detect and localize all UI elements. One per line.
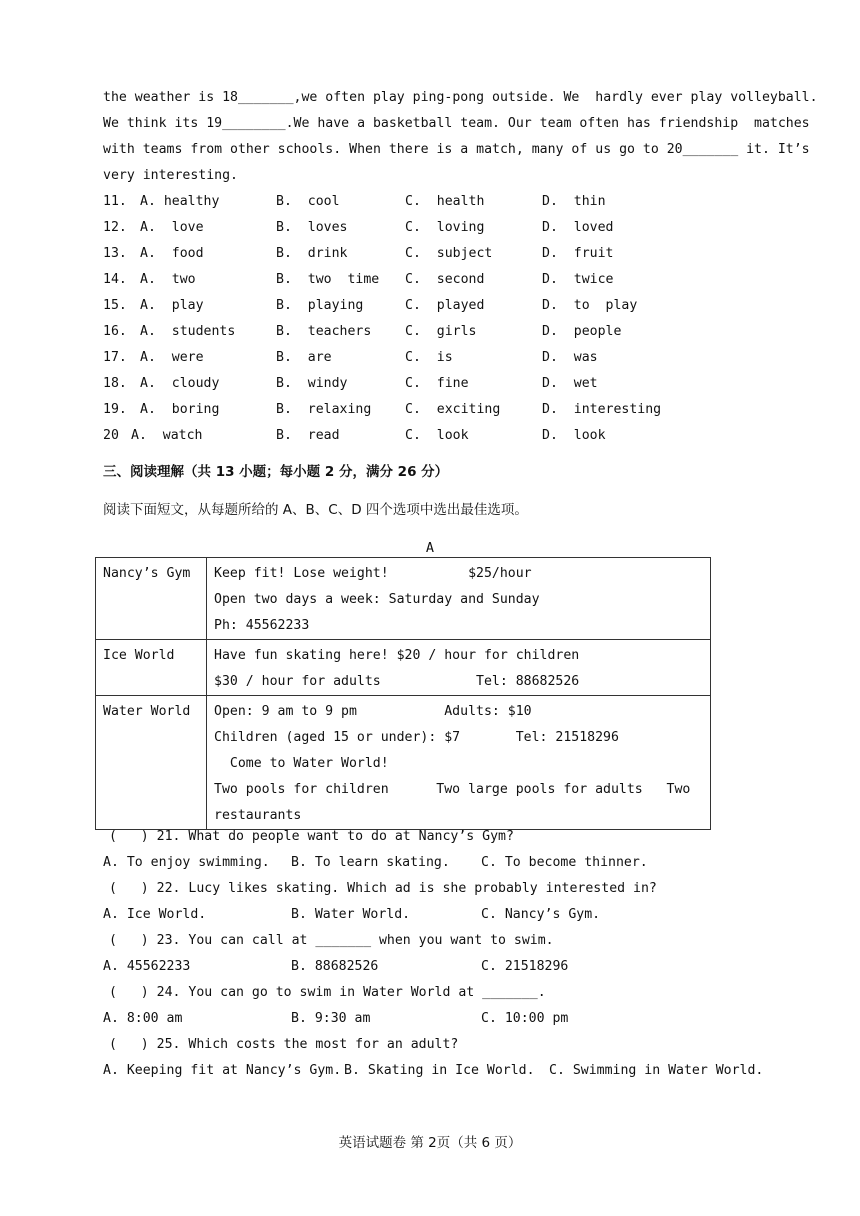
option-c: C. second <box>405 272 485 287</box>
ad-line: $30 / hour for adults Tel: 88682526 <box>214 674 580 689</box>
option-d: D. people <box>542 324 622 339</box>
question-number: 13. <box>103 246 127 261</box>
option-a: A. Ice World. <box>103 907 207 922</box>
page-footer: 英语试题卷 第 2页（共 6 页） <box>338 1135 522 1151</box>
ads-table <box>95 557 711 830</box>
option-a: A. watch <box>131 428 203 443</box>
question-number: 19. <box>103 402 127 417</box>
option-c: C. 10:00 pm <box>481 1011 569 1026</box>
option-c: C. subject <box>405 246 493 261</box>
question-number: 12. <box>103 220 127 235</box>
option-c: C. loving <box>405 220 485 235</box>
question-number: 18. <box>103 376 127 391</box>
option-b: B. To learn skating. <box>291 855 450 870</box>
option-a: A. play <box>140 298 204 313</box>
passage-line: very interesting. <box>103 168 238 183</box>
option-a: A. love <box>140 220 204 235</box>
ad-name: Water World <box>96 696 207 830</box>
option-b: B. loves <box>276 220 348 235</box>
option-a: A. boring <box>140 402 220 417</box>
answer-row-21 <box>103 854 648 872</box>
ad-line: Have fun skating here! $20 / hour for children <box>214 648 580 663</box>
option-c: C. Swimming in Water World. <box>549 1063 764 1078</box>
option-row-16 <box>103 323 622 341</box>
option-d: D. wet <box>542 376 598 391</box>
table-row <box>96 640 711 696</box>
ad-line: Two pools for children Two large pools for adults Two <box>214 782 691 797</box>
option-b: B. teachers <box>276 324 372 339</box>
option-b: B. Water World. <box>291 907 411 922</box>
ad-details <box>207 558 711 640</box>
passage-label: A <box>425 540 435 556</box>
option-b: B. read <box>276 428 340 443</box>
option-row-18 <box>103 375 598 393</box>
option-a: A. students <box>140 324 236 339</box>
option-a: A. To enjoy swimming. <box>103 855 270 870</box>
option-a: A. Keeping fit at Nancy’s Gym. <box>103 1063 342 1078</box>
option-a: A. food <box>140 246 204 261</box>
question-number: 16. <box>103 324 127 339</box>
section-heading: 三、阅读理解（共 13 小题；每小题 2 分，满分 26 分） <box>103 464 449 480</box>
option-c: C. is <box>405 350 453 365</box>
option-b: B. cool <box>276 194 340 209</box>
option-row-17 <box>103 349 598 367</box>
option-row-19 <box>103 401 662 419</box>
answer-row-23 <box>103 958 569 976</box>
ad-line: Open two days a week: Saturday and Sunday <box>214 592 540 607</box>
option-a: A. two <box>140 272 196 287</box>
section-instruction: 阅读下面短文，从每题所给的 A、B、C、D 四个选项中选出最佳选项。 <box>103 502 528 518</box>
question-number: 17. <box>103 350 127 365</box>
passage-line: the weather is 18_______,we often play ping-pong outside. We hardly ever play volleyball. <box>103 90 818 105</box>
option-a: A. 45562233 <box>103 959 191 974</box>
question-number: 14. <box>103 272 127 287</box>
option-b: B. 88682526 <box>291 959 379 974</box>
question-25: ( ) 25. Which costs the most for an adult? <box>109 1037 459 1052</box>
option-a: A. were <box>140 350 204 365</box>
option-b: B. relaxing <box>276 402 372 417</box>
option-d: D. fruit <box>542 246 614 261</box>
option-d: D. thin <box>542 194 606 209</box>
option-b: B. Skating in Ice World. <box>344 1063 535 1078</box>
ad-line: restaurants <box>214 808 302 823</box>
question-number: 20 <box>103 428 119 443</box>
option-d: D. to play <box>542 298 638 313</box>
ad-name: Ice World <box>96 640 207 696</box>
option-a: A. 8:00 am <box>103 1011 183 1026</box>
option-row-12 <box>103 219 614 237</box>
option-c: C. To become thinner. <box>481 855 648 870</box>
ad-line: Children (aged 15 or under): $7 Tel: 21518296 <box>214 730 619 745</box>
option-row-11 <box>103 193 606 211</box>
option-a: A. cloudy <box>140 376 220 391</box>
option-b: B. drink <box>276 246 348 261</box>
option-d: D. loved <box>542 220 614 235</box>
option-c: C. Nancy’s Gym. <box>481 907 601 922</box>
option-a: A. healthy <box>140 194 220 209</box>
option-b: B. windy <box>276 376 348 391</box>
ad-details <box>207 640 711 696</box>
answer-row-25 <box>103 1062 764 1080</box>
answer-row-22 <box>103 906 601 924</box>
question-23: ( ) 23. You can call at _______ when you want to swim. <box>109 933 554 948</box>
question-22: ( ) 22. Lucy likes skating. Which ad is she probably interested in? <box>109 881 657 896</box>
option-c: C. 21518296 <box>481 959 569 974</box>
option-c: C. fine <box>405 376 469 391</box>
option-d: D. twice <box>542 272 614 287</box>
table-row <box>96 696 711 830</box>
option-row-14 <box>103 271 614 289</box>
ad-line: Ph: 45562233 <box>214 618 310 633</box>
ad-line: Come to Water World! <box>214 756 389 771</box>
ad-line: Keep fit! Lose weight! $25/hour <box>214 566 532 581</box>
option-d: D. was <box>542 350 598 365</box>
ad-details <box>207 696 711 830</box>
option-c: C. played <box>405 298 485 313</box>
option-b: B. playing <box>276 298 364 313</box>
question-24: ( ) 24. You can go to swim in Water World at _______. <box>109 985 546 1000</box>
option-row-15 <box>103 297 638 315</box>
option-b: B. are <box>276 350 332 365</box>
answer-row-24 <box>103 1010 569 1028</box>
option-b: B. two time <box>276 272 380 287</box>
question-number: 15. <box>103 298 127 313</box>
ad-line: Open: 9 am to 9 pm Adults: $10 <box>214 704 532 719</box>
option-c: C. girls <box>405 324 477 339</box>
question-21: ( ) 21. What do people want to do at Nancy’s Gym? <box>109 829 514 844</box>
passage-line: We think its 19________.We have a basketball team. Our team often has friendship matches <box>103 116 810 131</box>
table-row <box>96 558 711 640</box>
option-row-13 <box>103 245 614 263</box>
option-b: B. 9:30 am <box>291 1011 371 1026</box>
ad-name: Nancy’s Gym <box>96 558 207 640</box>
option-c: C. health <box>405 194 485 209</box>
passage-line: with teams from other schools. When there is a match, many of us go to 20_______ it. It’s <box>103 142 810 157</box>
option-d: D. interesting <box>542 402 662 417</box>
option-d: D. look <box>542 428 606 443</box>
option-c: C. exciting <box>405 402 501 417</box>
question-number: 11. <box>103 194 127 209</box>
option-row-20 <box>103 427 606 445</box>
option-c: C. look <box>405 428 469 443</box>
